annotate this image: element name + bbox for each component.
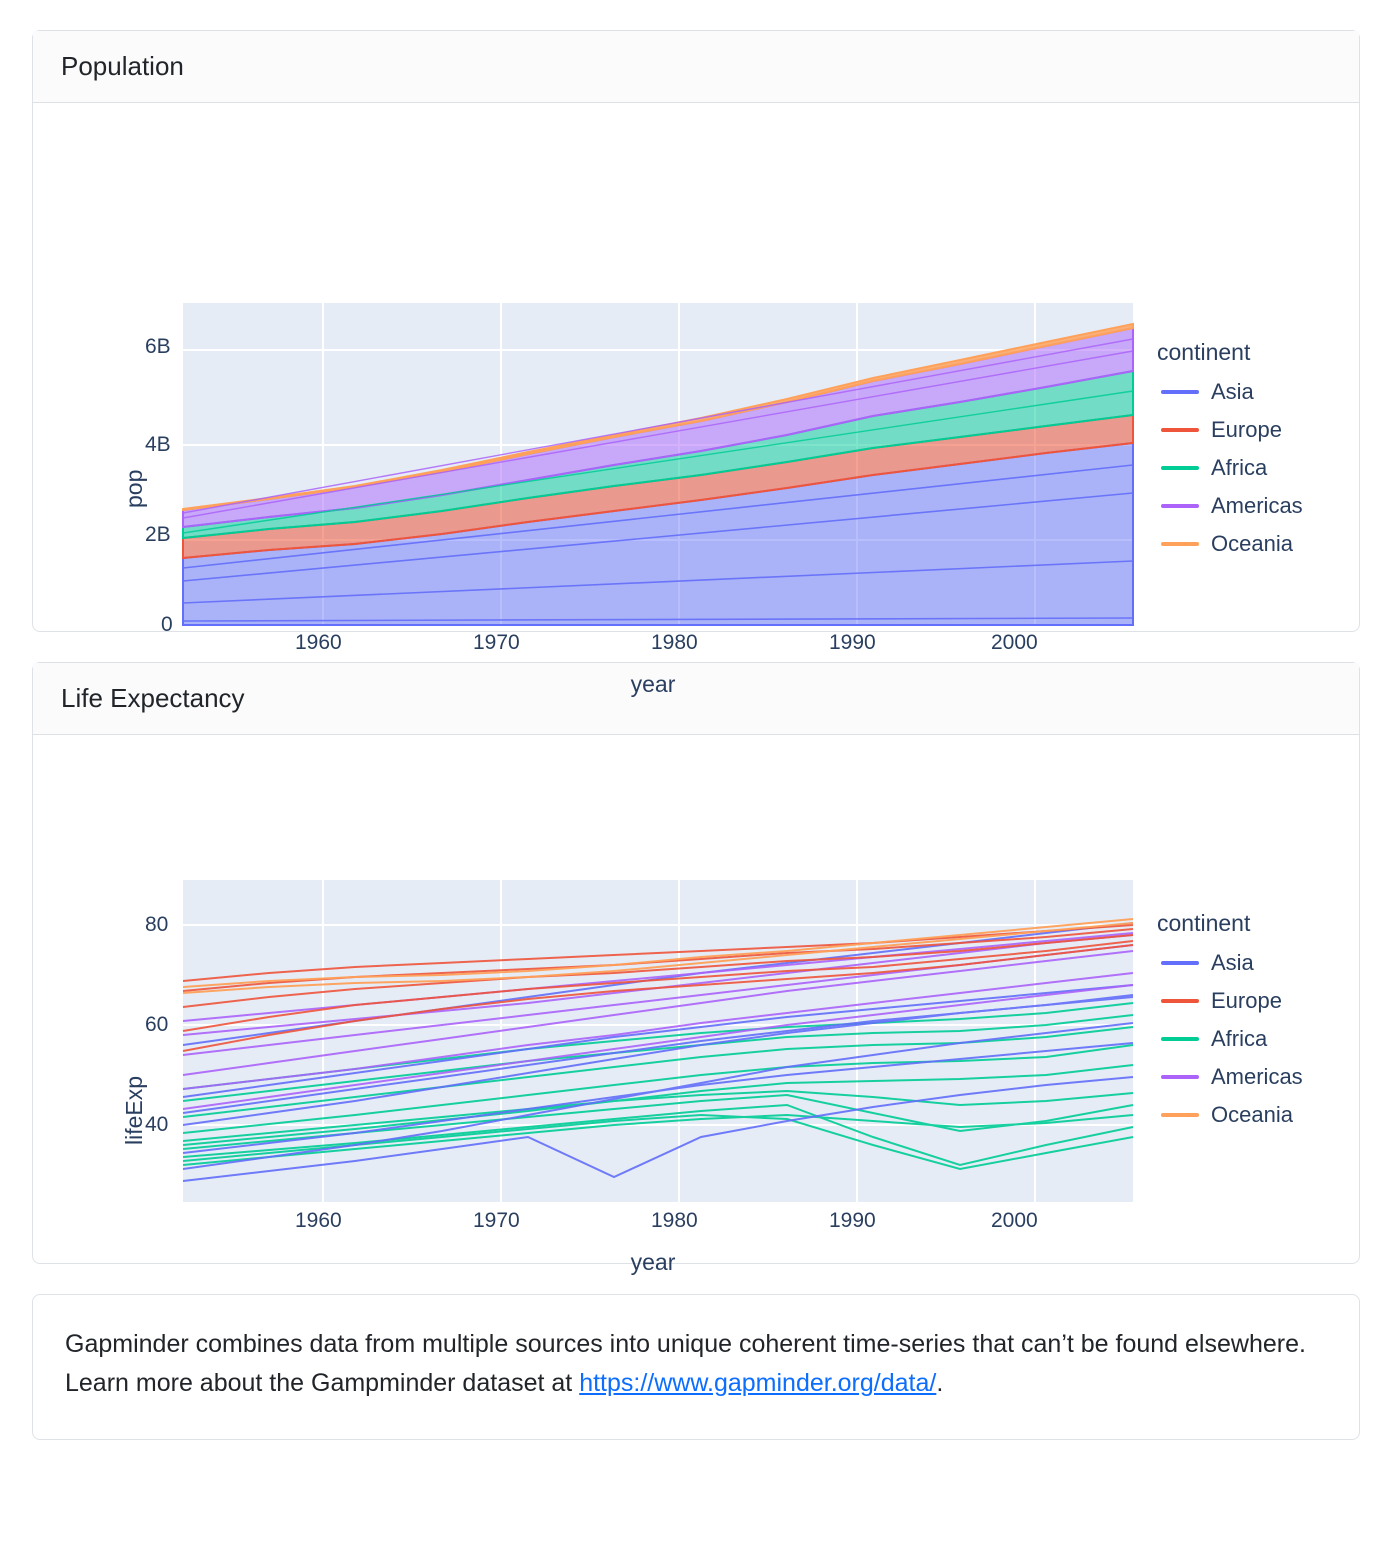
legend-swatch-africa xyxy=(1161,466,1199,470)
legend-swatch-americas xyxy=(1161,504,1199,508)
legend-label-americas: Americas xyxy=(1211,1064,1303,1089)
population-legend-item-europe[interactable] xyxy=(1161,417,1282,443)
population-xtick-1960: 1960 xyxy=(295,631,342,654)
population-legend-item-americas[interactable] xyxy=(1161,493,1303,519)
population-x-axis-title: year xyxy=(630,671,676,697)
life-expectancy-chart[interactable] xyxy=(33,745,1361,1275)
legend-swatch-asia xyxy=(1161,390,1199,394)
gapminder-data-link[interactable]: https://www.gapminder.org/data/ xyxy=(579,1368,937,1397)
lifeexp-ytick-60: 60 xyxy=(145,1013,169,1036)
population-card-title: Population xyxy=(33,31,1359,103)
life-expectancy-card xyxy=(32,662,1360,1275)
population-legend-item-oceania[interactable] xyxy=(1161,531,1293,557)
population-legend-item-asia[interactable] xyxy=(1161,379,1254,405)
lifeexp-ytick-80: 80 xyxy=(145,913,169,936)
lifeexp-legend-item-africa[interactable] xyxy=(1161,1026,1267,1052)
lifeexp-ytick-40: 40 xyxy=(145,1113,169,1136)
legend-swatch-europe xyxy=(1161,999,1199,1003)
legend-label-europe: Europe xyxy=(1211,417,1282,442)
lifeexp-legend-item-americas[interactable] xyxy=(1161,1064,1303,1090)
population-card-body xyxy=(33,103,1359,697)
lifeexp-xtick-1960: 1960 xyxy=(295,1209,342,1232)
life-expectancy-card-title: Life Expectancy xyxy=(33,663,1359,735)
population-legend-title: continent xyxy=(1157,339,1251,365)
population-card xyxy=(32,30,1360,697)
legend-swatch-americas xyxy=(1161,1075,1199,1079)
population-ytick-6B: 6B xyxy=(145,335,171,358)
note-text-after: . xyxy=(936,1368,944,1397)
lifeexp-plot-svg xyxy=(33,745,1361,1305)
population-xtick-1980: 1980 xyxy=(651,631,698,654)
gapminder-note-card xyxy=(32,1294,1360,1440)
lifeexp-y-axis-title: lifeExp xyxy=(121,1075,147,1145)
legend-label-oceania: Oceania xyxy=(1211,531,1293,556)
legend-swatch-asia xyxy=(1161,961,1199,965)
lifeexp-legend-item-asia[interactable] xyxy=(1161,950,1254,976)
lifeexp-legend-title: continent xyxy=(1157,910,1251,936)
population-chart[interactable] xyxy=(33,113,1361,697)
legend-label-asia: Asia xyxy=(1211,950,1254,975)
population-legend-item-africa[interactable] xyxy=(1161,455,1267,481)
population-xtick-2000: 2000 xyxy=(991,631,1038,654)
lifeexp-legend-item-europe[interactable] xyxy=(1161,988,1282,1014)
lifeexp-xtick-2000: 2000 xyxy=(991,1209,1038,1232)
lifeexp-xtick-1990: 1990 xyxy=(829,1209,876,1232)
legend-swatch-oceania xyxy=(1161,542,1199,546)
legend-label-oceania: Oceania xyxy=(1211,1102,1293,1127)
note-text-before: Gapminder combines data from multiple sources into unique coherent time-series that can’t be found elsewhere. Learn more about the Gampminder dataset at xyxy=(65,1330,1306,1397)
population-xtick-1990: 1990 xyxy=(829,631,876,654)
legend-label-americas: Americas xyxy=(1211,493,1303,518)
legend-swatch-europe xyxy=(1161,428,1199,432)
legend-swatch-africa xyxy=(1161,1037,1199,1041)
population-ytick-2B: 2B xyxy=(145,523,171,546)
legend-swatch-oceania xyxy=(1161,1113,1199,1117)
lifeexp-legend-item-oceania[interactable] xyxy=(1161,1102,1293,1128)
population-xtick-1970: 1970 xyxy=(473,631,520,654)
population-ytick-0: 0 xyxy=(161,613,173,636)
lifeexp-xtick-1980: 1980 xyxy=(651,1209,698,1232)
lifeexp-x-axis-title: year xyxy=(630,1249,676,1275)
legend-label-asia: Asia xyxy=(1211,379,1254,404)
legend-label-africa: Africa xyxy=(1211,455,1268,480)
life-expectancy-card-body xyxy=(33,735,1359,1275)
legend-label-europe: Europe xyxy=(1211,988,1282,1013)
population-y-axis-title: pop xyxy=(121,469,147,508)
lifeexp-xtick-1970: 1970 xyxy=(473,1209,520,1232)
population-ytick-4B: 4B xyxy=(145,433,171,456)
legend-label-africa: Africa xyxy=(1211,1026,1268,1051)
